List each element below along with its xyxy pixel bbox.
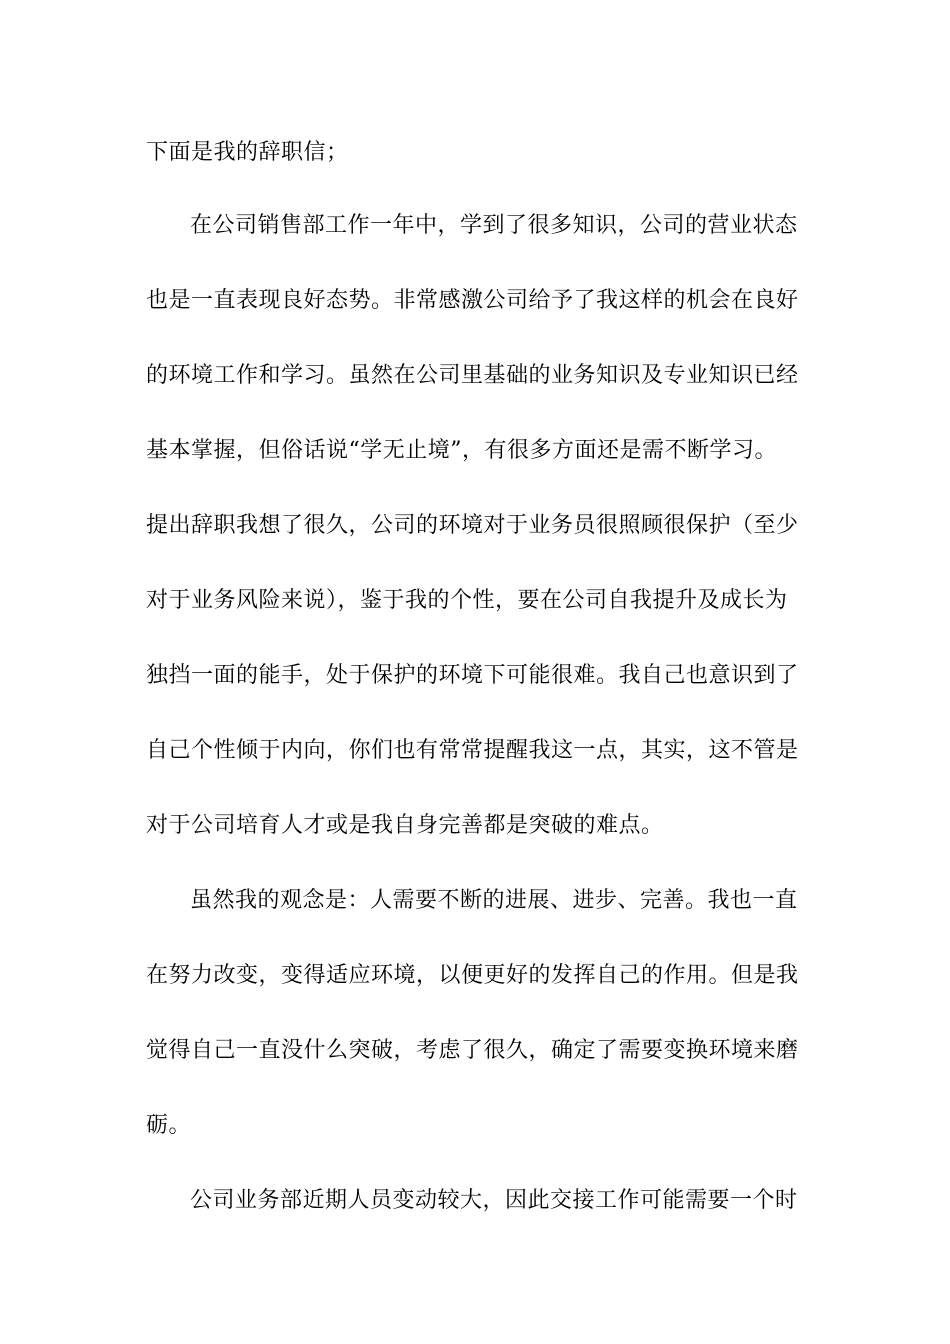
paragraph-1-line: 基本掌握，但俗话说“学无止境”，有很多方面还是需不断学习。: [146, 438, 777, 463]
paragraph-2-line: 觉得自己一直没什么突破，考虑了很久，确定了需要变换环境来磨: [146, 1038, 799, 1063]
paragraph-2-line: 砺。: [146, 1113, 192, 1138]
paragraph-1-line: 的环境工作和学习。虽然在公司里基础的业务知识及专业知识已经: [146, 363, 799, 388]
paragraph-2-line: 在努力改变，变得适应环境，以便更好的发挥自己的作用。但是我: [146, 963, 799, 988]
paragraph-1-line: 也是一直表现良好态势。非常感激公司给予了我这样的机会在良好: [146, 288, 799, 313]
paragraph-1-line: 对于业务风险来说），鉴于我的个性，要在公司自我提升及成长为: [146, 588, 788, 613]
paragraph-1-line: 自己个性倾于内向，你们也有常常提醒我这一点，其实，这不管是: [146, 738, 799, 763]
paragraph-1-line: 独挡一面的能手，处于保护的环境下可能很难。我自己也意识到了: [146, 663, 799, 688]
text-line: 下面是我的辞职信；: [146, 140, 349, 165]
paragraph-1-line: 提出辞职我想了很久，公司的环境对于业务员很照顾很保护（至少: [146, 513, 799, 538]
paragraph-2-line: 虽然我的观念是：人需要不断的进展、进步、完善。我也一直: [190, 888, 798, 913]
paragraph-1-line: 在公司销售部工作一年中，学到了很多知识，公司的营业状态: [190, 213, 798, 238]
paragraph-1-line: 对于公司培育人才或是我自身完善都是突破的难点。: [146, 813, 664, 838]
paragraph-3-line: 公司业务部近期人员变动较大，因此交接工作可能需要一个时: [190, 1188, 798, 1213]
